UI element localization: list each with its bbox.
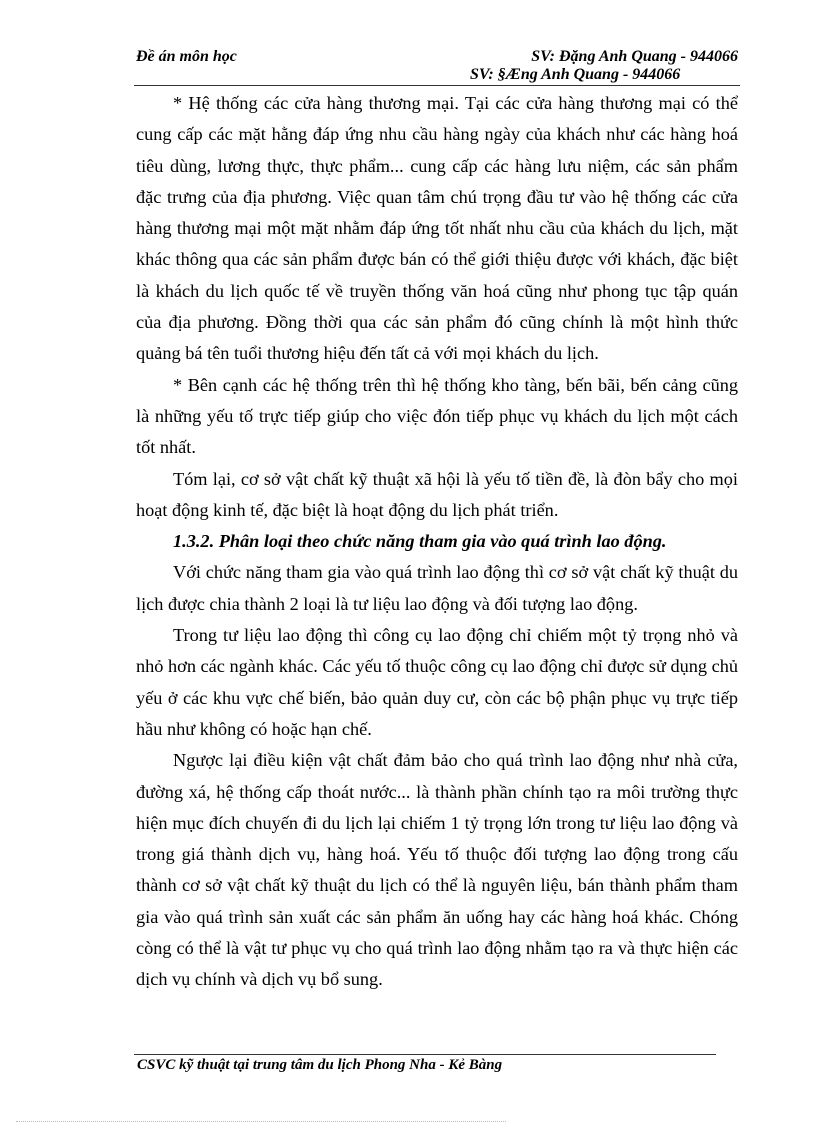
paragraph-warehouses-ports: * Bên cạnh các hệ thống trên thì hệ thống kho tàng, bến bãi, bến cảng cũng là những yếu tố trực tiếp giúp cho việc đón tiếp phục vụ khách du lịch một cách tốt nhất. [136,374,738,458]
paragraph-labor-tools: Trong tư liệu lao động thì công cụ lao động chỉ chiếm một tỷ trọng nhỏ và nhỏ hơn các ngành khác. Các yếu tố thuộc công cụ lao động chỉ được sử dụng chủ yếu ở các khu vực chế biến, bảo quản duy cư, còn các bộ phận phục vụ trực tiếp hầu như không có hoặc hạn chế. [136,625,738,739]
header-divider [134,85,740,86]
header-student-info-garbled: SV: §Æng Anh Quang - 944066 [470,66,681,83]
document-body [136,88,738,996]
header-student-info: SV: Đặng Anh Quang - 944066 [531,48,738,65]
section-heading: 1.3.2. Phân loại theo chức năng tham gia vào quá trình lao động. [173,531,667,552]
footer-divider [134,1054,716,1055]
header-course-title: Đề án môn học [136,48,237,65]
paragraph-material-conditions: Ngược lại điều kiện vật chất đảm bảo cho quá trình lao động như nhà cửa, đường xá, hệ thống cấp thoát nước... là thành phần chính tạo ra môi trường thực hiện mục đích chuyến đi du lịch lại chiếm 1 tỷ trọng lớn trong tư liệu lao động và trong giá thành dịch vụ, hàng hoá. Yếu tố thuộc đối tượng lao động trong cấu thành cơ sở vật chất kỹ thuật du lịch có thể là nguyên liệu, bán thành phẩm tham gia vào quá trình sản xuất các sản phẩm ăn uống hay các hàng hoá khác. Chóng còng có thể là vật tư phục vụ cho quá trình lao động nhằm tạo ra và thực hiện các dịch vụ chính và dịch vụ bổ sung. [136,750,738,990]
footer-document-title: CSVC kỹ thuật tại trung tâm du lịch Phong Nha - Kẻ Bàng [137,1057,503,1073]
paragraph-summary: Tóm lại, cơ sở vật chất kỹ thuật xã hội là yếu tố tiền đề, là đòn bẩy cho mọi hoạt động kinh tế, đặc biệt là hoạt động du lịch phát triển. [136,468,738,520]
page-boundary-dotted-line [16,1121,506,1122]
paragraph-commercial-stores: * Hệ thống các cửa hàng thương mại. Tại các cửa hàng thương mại có thể cung cấp các mặt hằng đáp ứng nhu cầu hàng ngày của khách như các hàng hoá tiêu dùng, lương thực, thực phẩm... cung cấp các hàng lưu niệm, các sản phẩm đặc trưng của địa phương. Việc quan tâm chú trọng đầu tư vào hệ thống các cửa hàng thương mại một mặt nhằm đáp ứng tốt nhất nhu cầu của khách du lịch, mặt khác thông qua các sản phẩm được bán có thể giới thiệu được với khách, đặc biệt là khách du lịch quốc tế về truyền thống văn hoá cũng như phong tục tập quán của địa phương. Đồng thời qua các sản phẩm đó cũng chính là một hình thức quảng bá tên tuổi thương hiệu đến tất cả với mọi khách du lịch. [136,93,738,364]
paragraph-classification: Với chức năng tham gia vào quá trình lao động thì cơ sở vật chất kỹ thuật du lịch được chia thành 2 loại là tư liệu lao động và đối tượng lao động. [136,562,738,614]
